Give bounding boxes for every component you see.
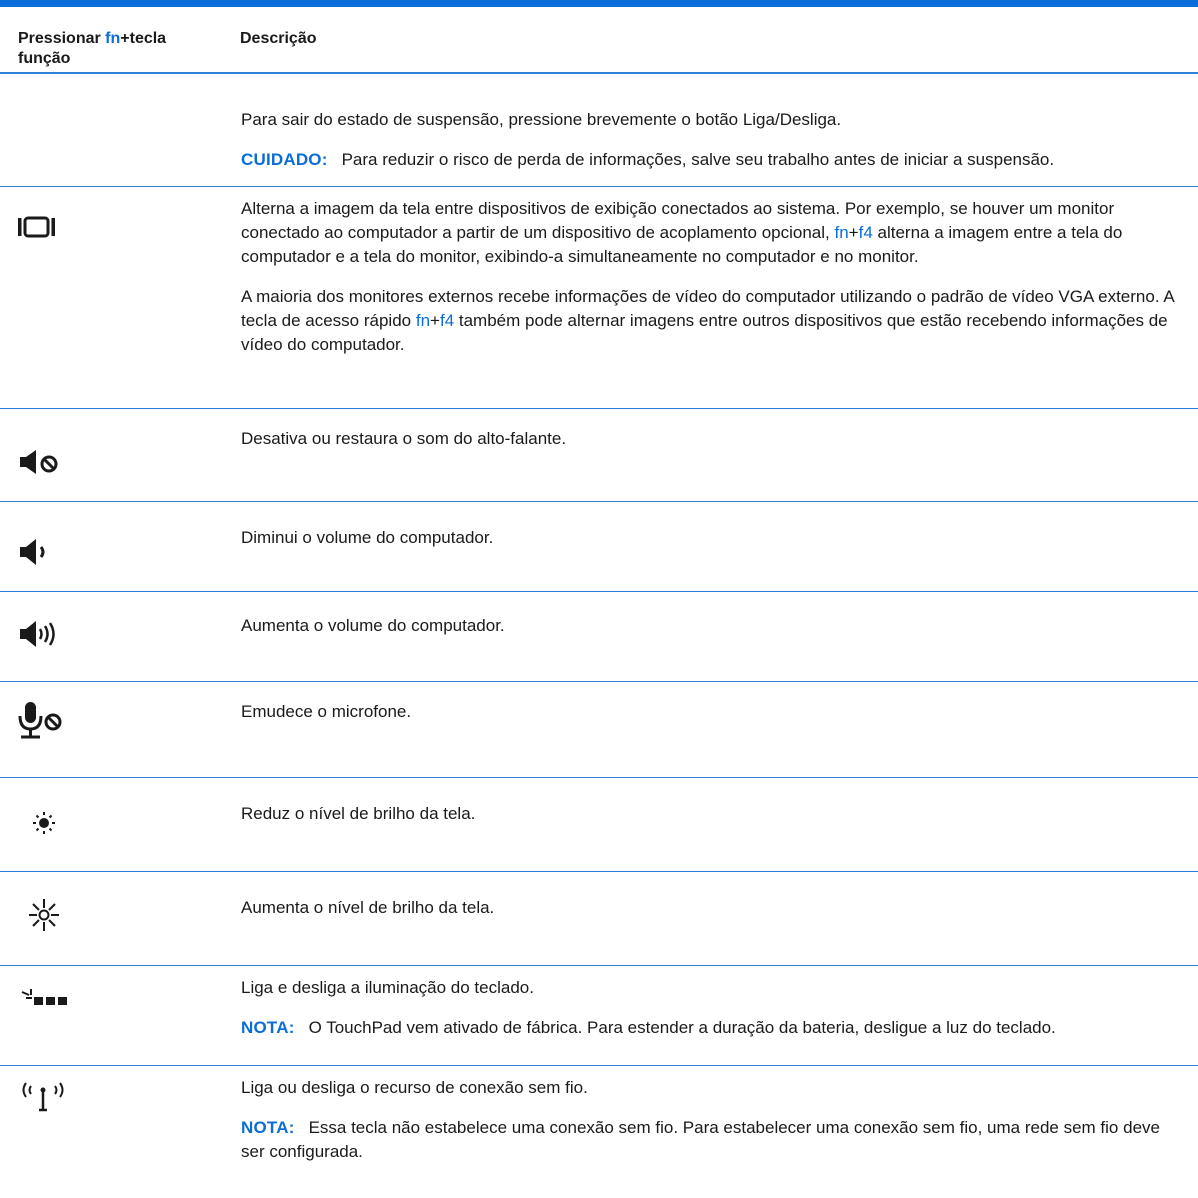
header-col-key-fn: fn bbox=[105, 30, 121, 47]
row-description bbox=[241, 802, 1184, 826]
row-description bbox=[241, 976, 1184, 1040]
table-top-bar bbox=[0, 0, 1198, 7]
table-row-speaker-mute bbox=[0, 409, 1198, 502]
table-row-brightness-down bbox=[0, 778, 1198, 872]
note bbox=[241, 1016, 1184, 1040]
table-row-brightness-up bbox=[0, 872, 1198, 966]
key-fn: fn bbox=[834, 223, 849, 242]
row-text-1: Alterna a imagem da tela entre dispositivos de exibição conectados ao sistema. Por exemplo, se houver um monitor conectado ao computador a partir de um dispositivo de acoplamento opcional, fn+f4 alterna a imagem entre a tela do computador e a tela do monitor, exibindo-a simultaneamente no computador e no monitor. bbox=[241, 199, 1123, 266]
note-text: O TouchPad vem ativado de fábrica. Para estender a duração da bateria, desligue a luz do teclado. bbox=[308, 1018, 1056, 1037]
table-row-volume-up bbox=[0, 592, 1198, 682]
row-text-2: A maioria dos monitores externos recebe informações de vídeo do computador utilizando o padrão de vídeo VGA externo. A tecla de acesso rápido fn+f4 também pode alternar imagens entre outros dispositivos que estão recebendo informações de vídeo do computador. bbox=[241, 287, 1174, 354]
row-description bbox=[241, 614, 1184, 638]
display-switch-icon bbox=[18, 207, 90, 247]
table-row-wireless bbox=[0, 1066, 1198, 1198]
volume-up-icon bbox=[18, 616, 90, 652]
row-text: Aumenta o volume do computador. bbox=[241, 616, 505, 635]
caution-label: CUIDADO: bbox=[241, 150, 328, 169]
table-row-sleep bbox=[0, 72, 1198, 187]
row-description bbox=[241, 197, 1184, 357]
header-col-key-pre: Pressionar bbox=[18, 30, 106, 47]
row-text: Liga e desliga a iluminação do teclado. bbox=[241, 978, 534, 997]
header-col-key-post: +tecla função bbox=[18, 30, 167, 67]
caution-text: Para reduzir o risco de perda de informações, salve seu trabalho antes de iniciar a suspensão. bbox=[341, 150, 1055, 169]
wireless-icon bbox=[18, 1078, 90, 1114]
note-label: NOTA: bbox=[241, 1018, 295, 1037]
key-f4: f4 bbox=[439, 311, 455, 330]
keyboard-backlight-icon bbox=[18, 982, 90, 1012]
row-description bbox=[241, 896, 1184, 920]
header-col-key bbox=[18, 29, 218, 69]
row-text: Desativa ou restaura o som do alto-falante. bbox=[241, 429, 567, 448]
header-col-description: Descrição bbox=[240, 30, 317, 47]
volume-down-icon bbox=[18, 534, 90, 570]
key-fn: fn bbox=[415, 311, 431, 330]
row-text: Aumenta o nível de brilho da tela. bbox=[241, 898, 495, 917]
row-description bbox=[241, 526, 1184, 550]
table-header bbox=[0, 7, 1198, 72]
table-row-keyboard-backlight bbox=[0, 966, 1198, 1066]
row-description bbox=[241, 700, 1184, 724]
row-text: Liga ou desliga o recurso de conexão sem fio. bbox=[241, 1078, 588, 1097]
brightness-up-icon bbox=[18, 896, 90, 934]
brightness-down-icon bbox=[18, 808, 90, 838]
row-description bbox=[241, 108, 1184, 172]
key-f4: f4 bbox=[858, 223, 873, 242]
row-description bbox=[241, 427, 1184, 451]
row-text: Diminui o volume do computador. bbox=[241, 528, 494, 547]
note-text: Essa tecla não estabelece uma conexão sem fio. Para estabelecer uma conexão sem fio, uma rede sem fio deve ser configurada. bbox=[241, 1118, 1160, 1161]
row-text: Para sair do estado de suspensão, pressione brevemente o botão Liga/Desliga. bbox=[241, 110, 842, 129]
row-text: Emudece o microfone. bbox=[241, 702, 412, 721]
table-row-display-switch bbox=[0, 187, 1198, 409]
row-description bbox=[241, 1076, 1184, 1164]
table-row-microphone-mute bbox=[0, 682, 1198, 778]
table-row-volume-down bbox=[0, 502, 1198, 592]
microphone-mute-icon bbox=[18, 700, 90, 740]
note bbox=[241, 1116, 1184, 1164]
row-text: Reduz o nível de brilho da tela. bbox=[241, 804, 476, 823]
speaker-mute-icon bbox=[18, 445, 90, 479]
note-label: NOTA: bbox=[241, 1118, 295, 1137]
caution-note bbox=[241, 148, 1184, 172]
